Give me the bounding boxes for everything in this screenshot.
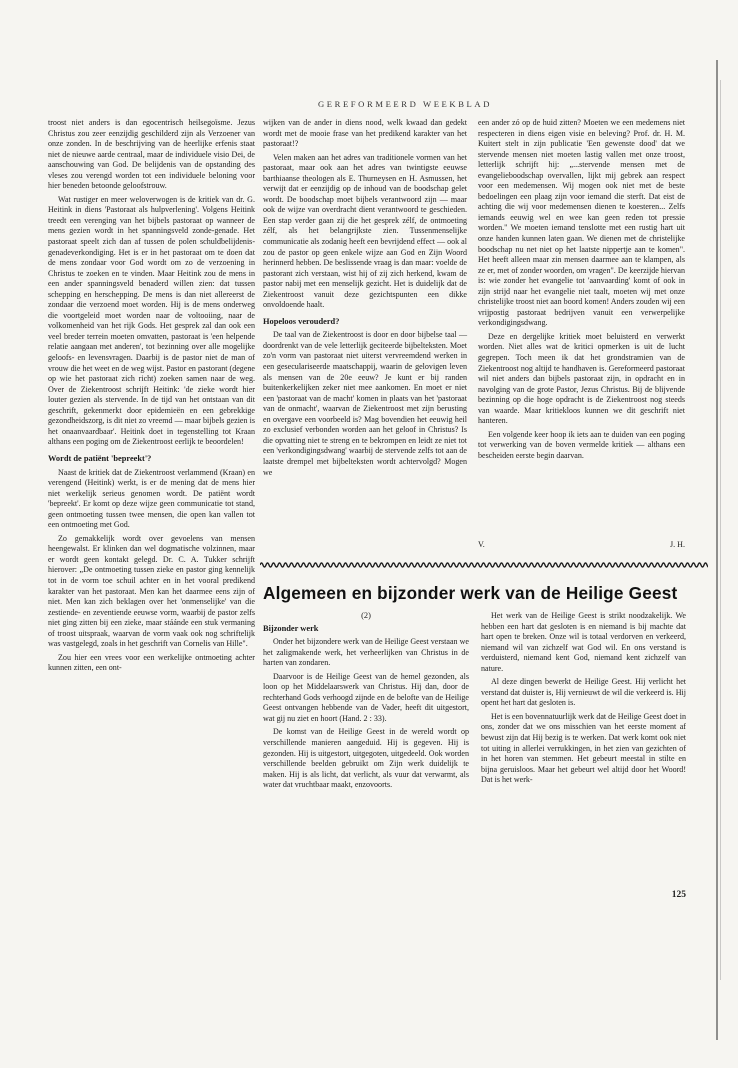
paragraph: Velen maken aan het adres van traditionele vormen van het pastoraat, maar ook aan het adres van twintigste eeuwse barthiaanse theologen als E. Thurneysen en H. Asmussen, het verwijt dat er eenzijdig op de inhoud van de boodschap gelet wordt. De boodschap moet bijbels verantwoord zijn — maar ook de wijze van overdracht dient verantwoord te geschieden. Een stap verder gaan zij die het gesprek zélf, de ontmoeting zélf, als het belangrijkste zien. Tussenmenselijke communicatie als zodanig heeft een bevrijdend effect — ook al zou de pastor op geen enkele wijze aan God en Zijn Woord herinnerd hebben. De beslissende vraag is dan maar: voelde de pastorant zich verstaan, wist hij of zij zich herkend, kwam de pastor nabij met een menselijk gezicht. Het is duidelijk dat de Ziekentroost vanuit deze gezichtspunten een dikke onvoldoende haalt. — [263, 152, 467, 310]
article-title: Algemeen en bijzonder werk van de Heilige Geest — [263, 583, 678, 603]
paragraph: Het is een bovennatuurlijk werk dat de Heilige Geest doet in ons, zonder dat we ons misschien van het eerste moment af bewust zijn dat Hij bezig is te werken. Dat werk komt ook niet tot uiting in allerlei verrukkingen, in het zien van gezichten of in het horen van stemmen. Het gebeurt meestal in stilte en bijna geruisloos. Maar het gebeurt wel altijd door het Woord! Dat is het werk- — [481, 711, 686, 785]
column-3 — [478, 118, 685, 465]
paragraph: Zo gemakkelijk wordt over gevoelens van mensen heengewalst. Er klinken dan wel dogmatische volzinnen, maar er wordt geen kontakt gelegd. Dr. C. A. Tukker schrijft hierover: „De ontmoeting tussen zieke en pastor ging kennelijk tot in de vorm toe schuil achter en in het vooral predikend karakter van het pastoraat. Men kan het daarmee eens zijn of niet. Men kan zich beklagen over het 'onmenselijke' van die zestiende- en zeventiende eeuwse vorm, waarbij de pastor zelfs niet ging zitten bij een zieke, maar stáánde een stuk vermaning of troost uitspraak, waarvan de vorm vaak ook nog schriftelijk was vastgelegd, zoals in het geschrift van Cornelis van Hille". — [48, 533, 255, 649]
page-edge-shadow — [716, 60, 718, 1040]
wave-divider — [260, 561, 708, 569]
signature-initials-right: J. H. — [670, 540, 685, 549]
paragraph: Het werk van de Heilige Geest is strikt noodzakelijk. We hebben een hart dat gesloten is en niemand is bij machte dat hart open te breken. Onze wil is totaal verdorven en verkeerd, niemand wil van zichzelf wat God wil. En ons verstand is verduisterd, niemand kent God, niemand kent zichzelf van nature. — [481, 611, 686, 673]
paragraph: Onder het bijzondere werk van de Heilige Geest verstaan we het zaligmakende werk, het verheerlijken van Christus in de harten van zondaren. — [263, 637, 469, 668]
paragraph: Zou hier een vrees voor een werkelijke ontmoeting achter kunnen zitten, een ont- — [48, 652, 255, 673]
article-subheading: Bijzonder werk — [263, 623, 319, 633]
running-header: GEREFORMEERD WEEKBLAD — [317, 99, 493, 109]
page-edge-shadow-secondary — [720, 80, 721, 980]
column-1 — [48, 118, 255, 677]
paragraph: Deze en dergelijke kritiek moet beluisterd en verwerkt worden. Niet alles wat de kritici opmerken is uit de lucht gegrepen. Toch meen ik dat het grondstramien van de Ziekentroost nog altijd te handhaven is. Gereformeerd pastoraat wil niet anders dan bijbels pastoraat zijn, in opdracht en in navolging van de grote Pastor, Jezus Christus. Bij de blijvende bezinning op die hoge opdracht is de Ziekentroost nog steeds van waarde. Maar kritiekloos kunnen we dit geschrift niet hanteren. — [478, 331, 685, 426]
paragraph: Daarvoor is de Heilige Geest van de hemel gezonden, als loon op het Middelaarswerk van Christus. Hij dan, door de rechterhand Gods verhoogd zijnde en de belofte van de Heilige Geest ontvangen hebbende van de Vader, heeft dit uitgestort, wat gij nu ziet en hoort (Hand. 2 : 33). — [263, 671, 469, 723]
part-number: (2) — [361, 611, 371, 620]
paragraph: De komst van de Heilige Geest in de wereld wordt op verschillende manieren aangeduid. Hij is gegeven. Hij is gezonden. Hij is uitgestort, uitgegoten, uitgedeeld. Ook worden verschillende beelden gebruikt om Zijn werk duidelijk te maken. Hij is als licht, dat verlicht, als vuur dat verwarmt, als water dat vruchtbaar maakt, enzovoorts. — [263, 727, 469, 790]
column-2 — [263, 118, 467, 481]
paragraph: De taal van de Ziekentroost is door en door bijbelse taal — doordrenkt van de vele letterlijk geciteerde bijbelteksten. Moet zo'n vorm van pastoraat niet uiterst vervreemdend werken in een geseculariseerde maatschappij, waarin de gelovigen leven als mensen van de 20e eeuw? Je kunt er bij randen buitenkerkelijken zeker niet mee aankomen. En moet er niet een 'pastoraat van de macht' komen in plaats van het 'pastoraat van de onmacht', waarvan de Ziekentroost met zijn berusting en overgave een voorbeeld is? Mag bovendien het eeuwig heil zo exclusief verbonden worden aan het geloof in Christus? Is die opvatting niet te streng en te bekrompen en leidt ze niet tot een 'verkondigingsdwang' waarbij de stervende zelfs tot aan de laatste drempel met bijbelteksten wordt achtervolgd? Mogen we — [263, 330, 467, 477]
page-number: 125 — [671, 890, 686, 900]
signature-initial-left: V. — [478, 540, 485, 549]
author-signature — [478, 540, 685, 549]
paragraph: wijken van de ander in diens nood, welk kwaad dan gedekt wordt met de mooie frase van het predikend karakter van het pastoraat!? — [263, 118, 467, 149]
section-heading: Wordt de patiënt 'bepreekt'? — [48, 453, 152, 463]
article-column-left — [263, 611, 469, 794]
paragraph: Naast de kritiek dat de Ziekentroost verlammend (Kraan) en verengend (Heitink) werkt, is er de mening dat de mens hier niet werkelijk serieus genomen wordt. De patiënt wordt 'bepreekt'. Er komt op deze wijze geen communicatie tot stand, geen ontmoeting tussen twee mensen, die open kan vallen tot een ontmoeting met God. — [48, 467, 255, 530]
paragraph: troost niet anders is dan egocentrisch heilsegoïsme. Jezus Christus zou zeer eenzijdig geschilderd zijn als Verzoener van onze zonden. In de beschrijving van de heerlijke erfenis staat niet de nieuwe aarde centraal, maar de individuele visio Dei, de aanschouwing van God. De belijdenis van de opstanding des vleses zou verengd worden tot een individuele beloning voor hier beneden betoonde geloofstrouw. — [48, 118, 255, 191]
section-heading: Hopeloos verouderd? — [263, 316, 340, 326]
paragraph: Al deze dingen bewerkt de Heilige Geest. Hij verlicht het verstand dat duister is, Hij vernieuwt de wil die verkeerd is. Hij opent het hart dat gesloten is. — [481, 677, 686, 708]
paragraph: een ander zó op de huid zitten? Moeten we een medemens niet respecteren in diens eigen visie en beleving? Prof. dr. H. M. Kuitert stelt in zijn publicatie 'Een gewenste dood' dat we stervende mensen niet moeten lastig vallen met onze troost, letterlijk schrijft hij: „...stervende mensen met de evangelieboodschap overvallen, lijkt mij gebrek aan respect voor een medemensen. Wij mogen ook niet met de beste bedoelingen een plaag zijn voor iemand die sterft. Dat eist de achting die wij voor medemensen dienen te koesteren... Zelfs iemands eeuwig wel en wee kan geen reden tot pressie worden." We moeten iemand tenslotte met een rustig hart uit onze handen kunnen laten gaan. We dienen met de christelijke boodschap nu net niet op het laatste nippertje aan te komen". Het heeft alleen maar zin mensen daarmee aan te klampen, als ze er, met of zonder woorden, om vragen". De keerzijde hiervan is: wie zonder het evangelie tot 'aanvaarding' komt of ook in zijn strijd naar het evangelie niet taalt, moeten wij met onze christelijke troost niet aan boord komen! Anders zouden wij een vrijpostig pastoraat bedrijven vanuit een verwerpelijke verkondigingsdwang. — [478, 118, 685, 328]
paragraph: Wat rustiger en meer weloverwogen is de kritiek van dr. G. Heitink in diens 'Pastoraat als hulpverlening'. Volgens Heitink treedt een verenging van het bijbels pastoraat op wanneer de mens gezien wordt in het spanningsveld zonde-genade. Het pastoraat speelt zich dan af tussen de polen schuldbelijdenis-genadeverkondiging. Het is er in het pastoraat om te doen dat de mens zondaar voor God wordt om zo de verzoening in Christus te zoeken en te vinden. Maar Heitink zou de mens in een ander spanningsveld benaderd willen zien: dat tussen schepping en herschepping. De mens is dan niet allereerst de zondaar die verzoend moet worden. Hij is de mens onderweg die voortgeleid moet worden naar de voltooiing, naar de volkomenheid van het rijk Gods. Het gesprek zal dan ook een veel breder terrein moeten omvatten, pastoraat is 'een helpende relatie aangaan met anderen', tot bezinning over alle mogelijke geloofs- en levensvragen. Daarbij is de pastor niet de man of vrouw die het weet en de weg wijst. Pastor en pastorant (degene op wie het pastoraat zich richt) zoeken samen naar de weg. Over de Ziekentroost schrijft Heitink: 'de zieke wordt hier louter gezien als stervende. In de tijd van het ontstaan van dit geschrift, gekenmerkt door epidemieën en een gebrekkige gezondheidszorg, is dit niet zo vreemd — maar bijbels gezien is het onaanvaardbaar'. Heitink doet in tegenstelling tot Kraan althans een poging om de Ziekentroost eerlijk te beoordelen! — [48, 194, 255, 447]
article-column-right — [481, 611, 686, 789]
paragraph: Een volgende keer hoop ik iets aan te duiden van een poging tot verwerking van de boven vermelde kritiek — althans een bescheiden eerste begin daarvan. — [478, 429, 685, 460]
